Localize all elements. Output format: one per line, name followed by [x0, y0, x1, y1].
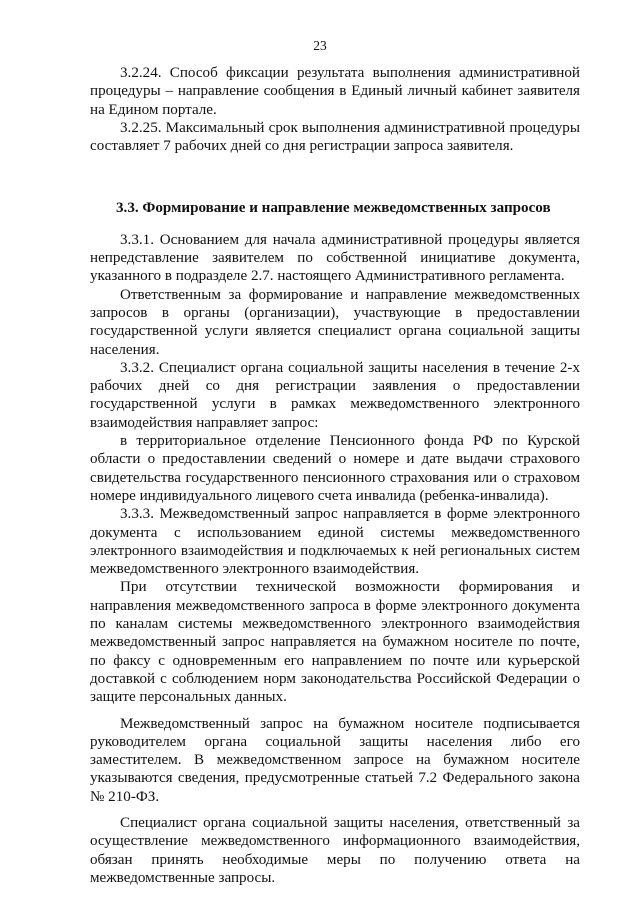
paragraph-3-2-24: 3.2.24. Способ фиксации результата выполнения административной процедуры – направление сообщения в Единый личный кабинет заявителя на Едином портале.	[90, 65, 580, 118]
paragraph-specialist-obligation: Специалист органа социальной защиты населения, ответственный за осуществление межведомственного информационного взаимодействия, обязан принять необходимые меры по получению ответа на межведомственные запросы.	[90, 814, 580, 886]
spacer	[90, 707, 580, 715]
paragraph-no-technical-possibility: При отсутствии технической возможности формирования и направления межведомственного запроса в форме электронного документа по каналам системы межведомственного электронного взаимодействия межведомственный запрос направляется на бумажном носителе по почте, по факсу с одновременным его направлением по почте или курьерской доставкой с соблюдением норм законодательства Российской Федерации о защите персональных данных.	[90, 579, 580, 706]
paragraph-3-3-2: 3.3.2. Специалист органа социальной защиты населения в течение 2-х рабочих дней со дня регистрации заявления о предоставлении государственной услуги в рамках межведомственного электронного взаимодействия направляет запрос:	[90, 359, 580, 431]
section-heading: 3.3. Формирование и направление межведомственных запросов	[116, 200, 551, 217]
paragraph-pension-fund: в территориальное отделение Пенсионного фонда РФ по Курской области о предоставлении сведений о номере и дате выдачи страхового свидетельства государственного пенсионного страхования или о страховом номере индивидуального лицевого счета инвалида (ребенка-инвалида).	[90, 433, 580, 504]
paragraph-3-3-1: 3.3.1. Основанием для начала административной процедуры является непредставление заявителем по собственной инициативе документа, указанного в подразделе 2.7. настоящего Административного регламента.	[90, 231, 580, 285]
paragraph-paper-request: Межведомственный запрос на бумажном носителе подписывается руководителем органа социальной защиты населения либо его заместителем. В межведомственном запросе на бумажном носителе указываются сведения, предусмотренные статьей 7.2 Федерального закона № 210-ФЗ.	[90, 715, 580, 805]
paragraph-3-3-3: 3.3.3. Межведомственный запрос направляется в форме электронного документа с использованием единой системы межведомственного электронного взаимодействия и подключаемых к ней региональных систем межведомственного электронного взаимодействия.	[90, 506, 580, 578]
paragraph-3-2-25: 3.2.25. Максимальный срок выполнения административной процедуры составляет 7 рабочих дней со дня регистрации запроса заявителя.	[90, 119, 580, 155]
spacer	[90, 806, 580, 814]
page-number: 23	[313, 38, 327, 53]
paragraph-responsible: Ответственным за формирование и направление межведомственных запросов в органы (организации), участвующие в предоставлении государственной услуги является специалист органа социальной защиты населения.	[90, 286, 580, 358]
document-body	[90, 64, 580, 887]
